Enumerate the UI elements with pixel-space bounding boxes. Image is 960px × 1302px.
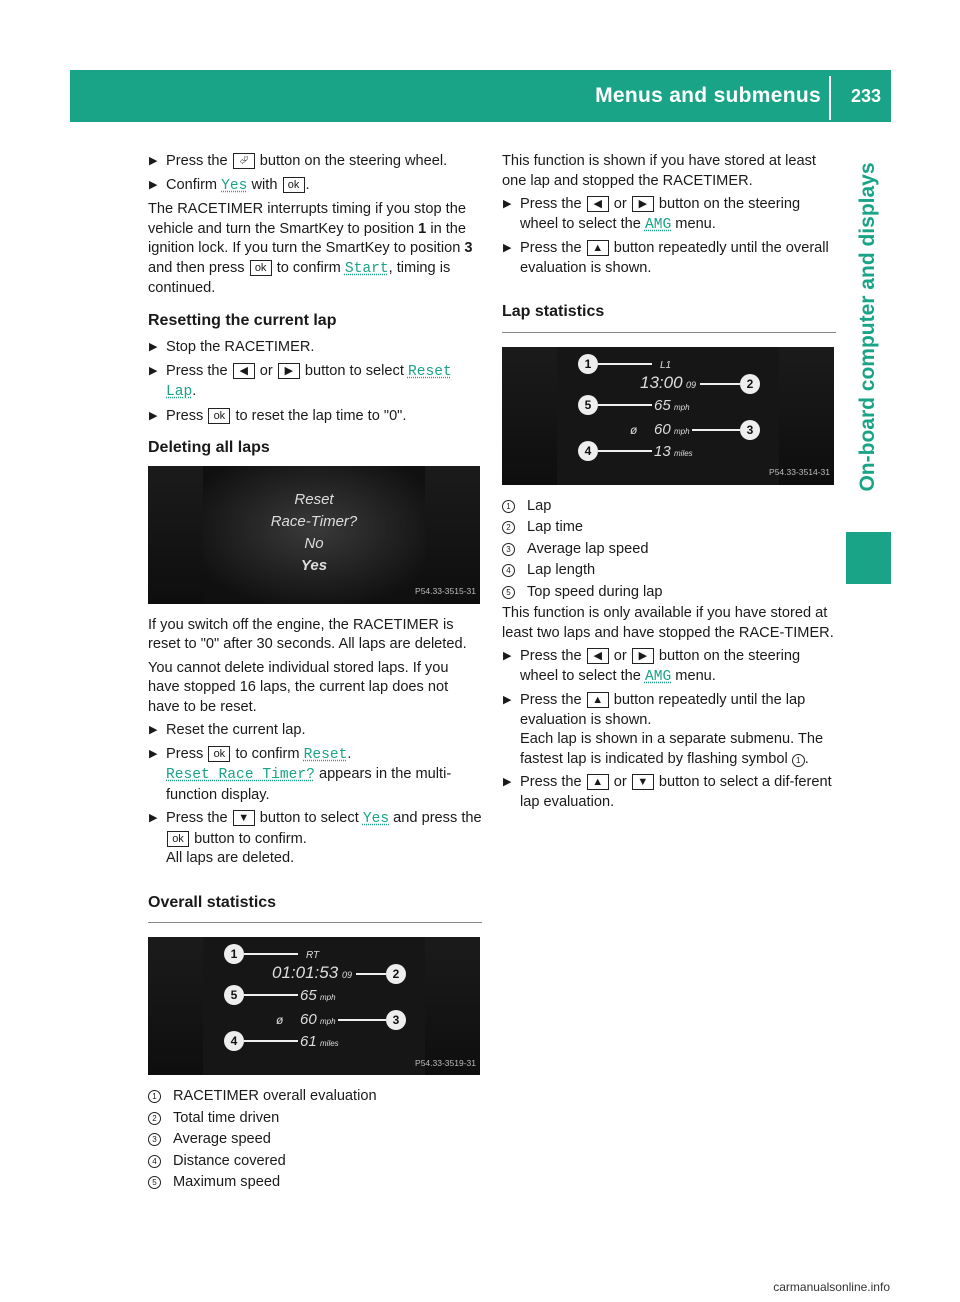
svg-text:miles: miles — [320, 1039, 339, 1048]
step-arrow-icon: ▶ — [149, 747, 158, 760]
instruction-step: ▶ Reset the current lap. — [148, 721, 482, 741]
step-arrow-icon: ▶ — [149, 409, 158, 422]
legend-item: 3 Average speed — [148, 1130, 482, 1150]
display-text: Start — [344, 260, 389, 277]
down-button-icon: ▼ — [233, 810, 255, 826]
step-arrow-icon: ▶ — [149, 341, 158, 353]
header-separator — [829, 76, 831, 120]
ok-button-icon: ok — [250, 260, 272, 276]
overall-statistics-display-figure — [148, 937, 480, 1075]
svg-text:1: 1 — [584, 356, 592, 371]
svg-text:1: 1 — [230, 947, 238, 961]
svg-text:13:00: 13:00 — [640, 372, 683, 392]
svg-text:ø: ø — [276, 1013, 284, 1027]
left-button-icon: ◀ — [587, 196, 609, 212]
legend-item: 1 RACETIMER overall evaluation — [148, 1087, 482, 1107]
body-paragraph: This function is only available if you have stored at least two laps and have stopped the RACE-TIMER. — [502, 605, 834, 641]
screen-line-race-timer: Race-Timer? — [270, 512, 358, 530]
overall-legend — [148, 1087, 482, 1193]
svg-text:mph: mph — [320, 993, 336, 1002]
svg-text:09: 09 — [342, 970, 353, 980]
instruction-step: ▶ Press the ◀ or ▶ button on the steering wheel to select the AMG menu. — [503, 196, 801, 233]
callout-symbol: 1 — [792, 754, 805, 767]
down-button-icon: ▼ — [632, 774, 654, 790]
step-arrow-icon: ▶ — [149, 724, 158, 736]
instruction-step: ▶ Press the ▲ or ▼ button to select a dif-ferent lap evaluation. — [503, 774, 832, 810]
svg-text:3: 3 — [746, 422, 754, 437]
svg-text:ø: ø — [630, 422, 638, 437]
figure-reference: P54.33-3515-31 — [415, 586, 476, 596]
instruction-step: ▶ Press the ▲ button repeatedly until the overall evaluation is shown. — [503, 240, 829, 276]
lap-statistics-display-figure — [502, 347, 834, 485]
page-header-bar — [70, 70, 891, 122]
side-tab-marker — [846, 532, 891, 584]
svg-text:mph: mph — [674, 402, 690, 412]
step-arrow-icon: ▶ — [149, 364, 158, 377]
section-heading-delete: Deleting all laps — [148, 439, 270, 456]
instruction-step: ▶ Press the ▼ button to select Yes and press the ok button to confirm. All laps are deleted. — [149, 810, 482, 866]
legend-item: 5 Maximum speed — [148, 1173, 482, 1193]
legend-item: 4 Lap length — [502, 561, 836, 581]
instruction-step: ▶ Press the ▲ button repeatedly until the lap evaluation is shown. Each lap is shown in a separate submenu. The fastest lap is indicated by flashing symbol 1 . — [503, 692, 824, 767]
svg-text:61: 61 — [300, 1033, 317, 1050]
legend-item: 2 Total time driven — [148, 1109, 482, 1129]
figure-reference: P54.33-3514-31 — [769, 467, 830, 477]
figure-reference: P54.33-3519-31 — [415, 1057, 476, 1068]
svg-text:5: 5 — [230, 988, 238, 1002]
svg-text:01:01:53: 01:01:53 — [272, 963, 339, 982]
left-column — [148, 152, 482, 1195]
back-button-icon: ⮰ — [233, 153, 255, 169]
section-heading-reset: Resetting the current lap — [148, 311, 337, 329]
step-arrow-icon: ▶ — [503, 198, 512, 210]
instruction-step: ▶ Press ok to confirm Reset. Reset Race Timer? appears in the multi-function display. — [149, 745, 452, 803]
body-paragraph: The RACETIMER interrupts timing if you stop the vehicle and turn the SmartKey to position 1 in the ignition lock. If you turn the SmartKey to position 3 and then press ok to confirm Start, timing is continued. — [148, 201, 473, 296]
legend-item: 2 Lap time — [502, 518, 836, 538]
side-tab-label: On-board computer and displays — [856, 162, 879, 492]
legend-item: 4 Distance covered — [148, 1152, 482, 1172]
step-arrow-icon: ▶ — [503, 694, 512, 706]
display-text: Yes — [362, 811, 390, 827]
page-section-title: Menus and submenus — [595, 84, 821, 107]
svg-text:RT: RT — [306, 950, 320, 961]
body-paragraph: This function is shown if you have stored at least one lap and stopped the RACETIMER. — [502, 153, 816, 189]
legend-item: 5 Top speed during lap — [502, 583, 836, 603]
lap-legend — [502, 497, 836, 603]
left-button-icon: ◀ — [233, 363, 255, 379]
instruction-step: ▶ Press the ⮰ button on the steering wheel. — [148, 152, 482, 172]
svg-text:65: 65 — [654, 396, 671, 414]
screen-line-no: No — [304, 534, 324, 552]
body-paragraph: You cannot delete individual stored laps. If you have stopped 16 laps, the current lap does not have to be reset. — [148, 659, 449, 715]
step-arrow-icon: ▶ — [503, 650, 512, 662]
display-text: AMG — [644, 668, 672, 685]
instruction-step: ▶ Press ok to reset the lap time to "0". — [148, 407, 482, 427]
left-button-icon: ◀ — [587, 648, 609, 664]
svg-text:65: 65 — [300, 987, 317, 1004]
svg-text:2: 2 — [392, 967, 400, 981]
section-heading-lap: Lap statistics — [502, 302, 836, 333]
svg-text:09: 09 — [686, 379, 697, 390]
ok-button-icon: ok — [283, 177, 305, 193]
section-heading-overall: Overall statistics — [148, 893, 482, 924]
instruction-step: ▶ Confirm Yes with ok . — [149, 176, 310, 194]
svg-text:4: 4 — [230, 1034, 238, 1048]
side-tab — [846, 122, 891, 532]
svg-text:miles: miles — [674, 448, 693, 458]
ok-button-icon: ok — [208, 746, 230, 762]
instruction-step: ▶ Stop the RACETIMER. — [148, 338, 482, 358]
display-text: Reset Race Timer? — [166, 767, 315, 783]
up-button-icon: ▲ — [587, 692, 609, 708]
watermark-footer: carmanualsonline.info — [773, 1280, 890, 1294]
step-arrow-icon: ▶ — [149, 178, 158, 191]
body-paragraph: If you switch off the engine, the RACETIMER is reset to "0" after 30 seconds. All laps are deleted. — [148, 616, 467, 652]
svg-text:mph: mph — [320, 1017, 336, 1026]
display-text: Reset Lap — [166, 363, 452, 400]
instruction-step: ▶ Press the ◀ or ▶ button on the steering wheel to select the AMG menu. — [503, 648, 801, 685]
right-button-icon: ▶ — [632, 196, 654, 212]
svg-text:5: 5 — [584, 397, 592, 412]
up-button-icon: ▲ — [587, 240, 609, 256]
step-arrow-icon: ▶ — [503, 242, 512, 254]
display-text: Yes — [221, 177, 248, 194]
svg-text:mph: mph — [674, 426, 690, 436]
svg-text:3: 3 — [392, 1013, 400, 1027]
screen-line-yes: Yes — [300, 556, 328, 574]
svg-text:60: 60 — [300, 1011, 317, 1028]
up-button-icon: ▲ — [587, 774, 609, 790]
page-number: 233 — [850, 86, 881, 106]
step-arrow-icon: ▶ — [149, 155, 158, 167]
step-arrow-icon: ▶ — [149, 812, 158, 824]
right-button-icon: ▶ — [632, 648, 654, 664]
instruction-step: ▶ Press the ◀ or ▶ button to select Reset Lap. — [149, 362, 452, 400]
svg-text:60: 60 — [654, 420, 671, 438]
svg-text:13: 13 — [654, 442, 671, 460]
svg-text:2: 2 — [746, 376, 754, 391]
ok-button-icon: ok — [167, 831, 189, 847]
legend-item: 3 Average lap speed — [502, 540, 836, 560]
step-arrow-icon: ▶ — [503, 776, 512, 788]
legend-item: 1 Lap — [502, 497, 836, 517]
ok-button-icon: ok — [208, 408, 230, 424]
display-text: Reset — [303, 746, 348, 763]
svg-text:L1: L1 — [660, 359, 672, 371]
reset-racetimer-display-figure — [148, 466, 480, 604]
svg-text:4: 4 — [584, 443, 592, 458]
right-button-icon: ▶ — [278, 363, 300, 379]
right-column — [502, 152, 836, 816]
screen-line-reset: Reset — [294, 490, 334, 508]
display-text: AMG — [644, 216, 672, 233]
